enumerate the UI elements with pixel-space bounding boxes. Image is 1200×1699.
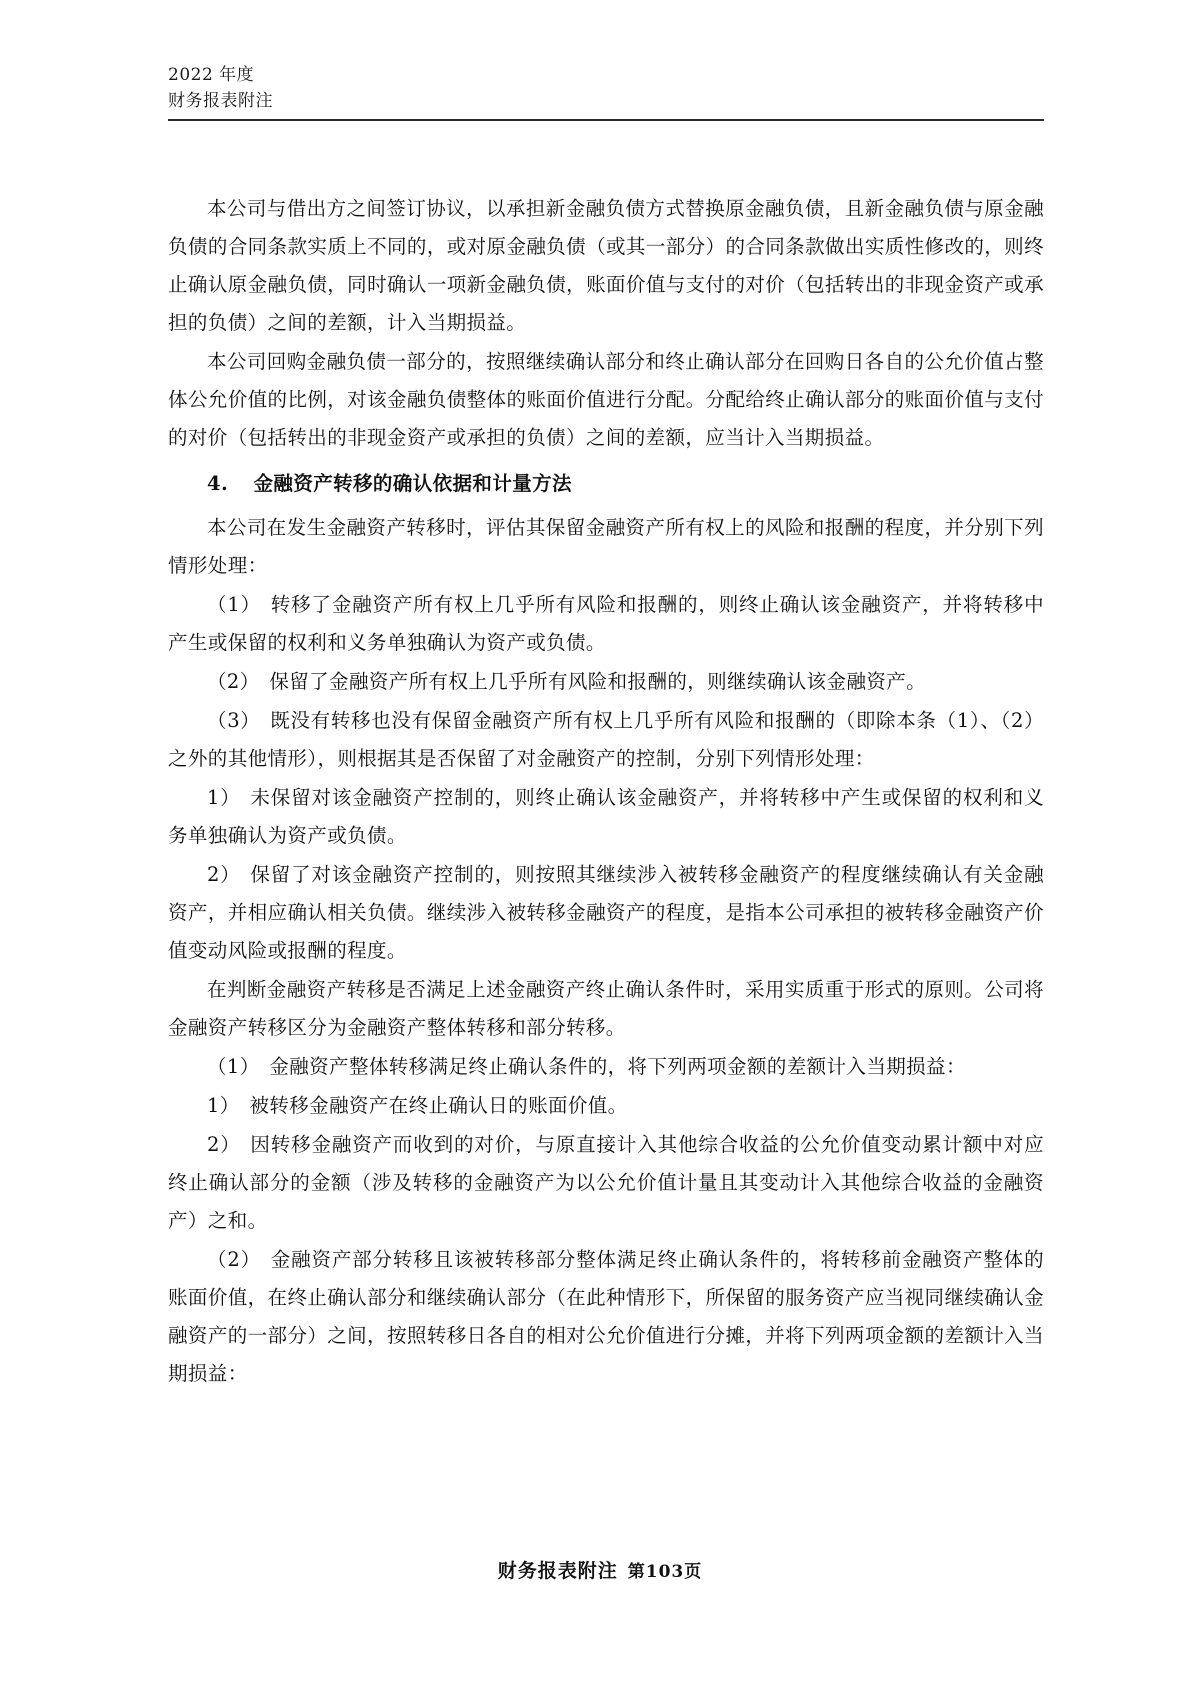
list-item-3-text: 既没有转移也没有保留金融资产所有权上几乎所有风险和报酬的（即除本条（1）、（2）之外的其他情形），则根据其是否保留了对金融资产的控制，分别下列情形处理： — [168, 709, 1044, 771]
sub-item-4-text: 因转移金融资产而收到的对价，与原直接计入其他综合收益的公允价值变动累计额中对应终止确认部分的金额（涉及转移的金融资产为以公允价值计量且其变动计入其他综合收益的金融资产）之和。 — [168, 1133, 1044, 1233]
list-item-4 — [168, 1048, 1044, 1086]
footer-page-number: 第103页 — [627, 1562, 703, 1582]
list-item-3-label: （3） — [207, 709, 261, 733]
paragraph-transfer-assessment: 本公司在发生金融资产转移时，评估其保留金融资产所有权上的风险和报酬的程度，并分别下列情形处理： — [168, 516, 1044, 578]
section-number: 4. — [207, 472, 229, 496]
header-line-year: 2022 年度 — [168, 65, 255, 85]
sub-item-4-label: 2） — [207, 1133, 241, 1157]
header-divider — [168, 119, 1044, 121]
list-item-5-text: 金融资产部分转移且该被转移部分整体满足终止确认条件的，将转移前金融资产整体的账面价值，在终止确认部分和继续确认部分（在此种情形下，所保留的服务资产应当视同继续确认金融资产的一部分）之间，按照转移日各自的相对公允价值进行分摊，并将下列两项金额的差额计入当期损益： — [168, 1248, 1045, 1386]
list-item-3 — [168, 702, 1044, 778]
sub-item-3 — [168, 1087, 1044, 1125]
sub-item-2-label: 2） — [207, 863, 241, 887]
list-item-2-text: 保留了金融资产所有权上几乎所有风险和报酬的，则继续确认该金融资产。 — [269, 670, 927, 694]
list-item-1-label: （1） — [207, 593, 261, 617]
paragraph-substance-over-form: 在判断金融资产转移是否满足上述金融资产终止确认条件时，采用实质重于形式的原则。公司将金融资产转移区分为金融资产整体转移和部分转移。 — [168, 978, 1044, 1040]
section-heading-4 — [168, 465, 1044, 503]
sub-item-2 — [168, 856, 1044, 970]
header-line-title: 财务报表附注 — [168, 91, 273, 112]
sub-item-2-text: 保留了对该金融资产控制的，则按照其继续涉入被转移金融资产的程度继续确认有关金融资产，并相应确认相关负债。继续涉入被转移金融资产的程度，是指本公司承担的被转移金融资产价值变动风险或报酬的程度。 — [168, 863, 1044, 963]
paragraph-debt-replacement: 本公司与借出方之间签订协议，以承担新金融负债方式替换原金融负债，且新金融负债与原金融负债的合同条款实质上不同的，或对原金融负债（或其一部分）的合同条款做出实质性修改的，则终止确认原金融负债，同时确认一项新金融负债，账面价值与支付的对价（包括转出的非现金资产或承担的负债）之间的差额，计入当期损益。 — [168, 197, 1044, 335]
document-body — [168, 190, 1044, 1394]
section-title-text: 金融资产转移的确认依据和计量方法 — [253, 472, 572, 496]
sub-item-3-label: 1） — [207, 1094, 240, 1118]
page-header — [168, 62, 1044, 121]
sub-item-1-label: 1） — [207, 786, 241, 810]
sub-item-1-text: 未保留对该金融资产控制的，则终止确认该金融资产，并将转移中产生或保留的权利和义务单独确认为资产或负债。 — [168, 786, 1044, 848]
list-item-2-label: （2） — [207, 670, 260, 694]
list-item-2 — [168, 663, 1044, 701]
sub-item-1 — [168, 779, 1044, 855]
sub-item-4 — [168, 1126, 1044, 1240]
page-footer — [0, 1556, 1200, 1583]
footer-title: 财务报表附注 — [497, 1560, 618, 1582]
list-item-5-label: （2） — [207, 1248, 261, 1272]
list-item-4-text: 金融资产整体转移满足终止确认条件的，将下列两项金额的差额计入当期损益： — [269, 1055, 966, 1079]
list-item-1 — [168, 586, 1044, 662]
list-item-1-text: 转移了金融资产所有权上几乎所有风险和报酬的，则终止确认该金融资产，并将转移中产生或保留的权利和义务单独确认为资产或负债。 — [168, 593, 1045, 655]
list-item-4-label: （1） — [207, 1055, 260, 1079]
list-item-5 — [168, 1241, 1044, 1393]
sub-item-3-text: 被转移金融资产在终止确认日的账面价值。 — [249, 1094, 628, 1118]
paragraph-partial-repurchase: 本公司回购金融负债一部分的，按照继续确认部分和终止确认部分在回购日各自的公允价值占整体公允价值的比例，对该金融负债整体的账面价值进行分配。分配给终止确认部分的账面价值与支付的对价（包括转出的非现金资产或承担的负债）之间的差额，应当计入当期损益。 — [168, 350, 1044, 450]
